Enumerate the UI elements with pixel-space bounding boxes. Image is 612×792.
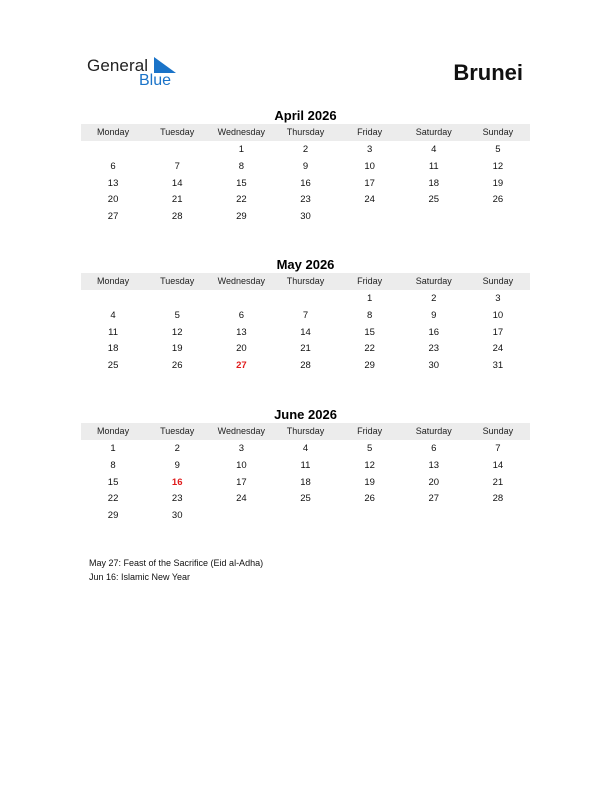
day-cell: 30	[428, 360, 440, 372]
day-cell: 1	[366, 293, 373, 304]
day-cell	[209, 291, 273, 308]
day-cell	[273, 508, 337, 525]
weekday-header: Monday	[97, 276, 130, 286]
country-title: Brunei	[453, 60, 523, 85]
day-cell: 8	[110, 459, 116, 471]
day-cell: 21	[171, 194, 183, 206]
day-cell: 20	[428, 476, 440, 488]
weekday-header: Tuesday	[160, 127, 195, 137]
month-block	[81, 107, 530, 226]
day-cell: 8	[238, 160, 244, 172]
day-cell: 28	[300, 360, 311, 372]
day-cell: 28	[171, 211, 183, 223]
day-cell	[402, 508, 466, 525]
day-cell: 5	[366, 443, 373, 454]
day-cell: 30	[171, 510, 183, 522]
week-row	[81, 341, 530, 358]
day-cell: 28	[492, 493, 504, 505]
day-cell: 9	[174, 459, 180, 471]
weekday-header-row	[81, 124, 530, 141]
day-cell: 15	[236, 177, 247, 189]
day-cell: 22	[236, 194, 247, 206]
day-cell: 12	[492, 160, 504, 172]
day-cell	[402, 209, 466, 226]
day-cell: 12	[171, 326, 183, 338]
weekday-header: Wednesday	[217, 276, 266, 286]
day-cell: 24	[364, 194, 375, 206]
week-row	[81, 176, 530, 193]
day-cell: 25	[300, 493, 311, 505]
month-block	[81, 256, 530, 375]
day-cell: 18	[107, 343, 119, 355]
day-cell: 6	[431, 443, 437, 454]
day-cell: 4	[302, 443, 309, 454]
weekday-header: Monday	[97, 426, 130, 436]
day-cell: 9	[431, 309, 437, 321]
day-cell: 10	[236, 459, 247, 471]
day-cell: 24	[492, 343, 504, 355]
day-cell	[466, 508, 530, 525]
day-cell: 23	[171, 493, 183, 505]
weekday-header: Tuesday	[160, 276, 195, 286]
day-cell: 20	[236, 343, 247, 355]
month-block	[81, 406, 530, 525]
day-cell: 4	[431, 144, 437, 155]
day-cell: 19	[171, 343, 183, 355]
day-cell	[145, 291, 209, 308]
holiday-note: Jun 16: Islamic New Year	[89, 572, 191, 582]
day-cell	[338, 209, 402, 226]
week-row	[81, 291, 530, 308]
day-cell: 27	[428, 493, 440, 505]
day-cell: 7	[174, 160, 180, 172]
day-cell: 21	[492, 476, 504, 488]
day-cell: 20	[107, 194, 119, 206]
week-row	[81, 325, 530, 342]
day-cell: 4	[110, 309, 116, 321]
week-row	[81, 441, 530, 458]
weekday-header-row	[81, 423, 530, 440]
day-cell: 13	[428, 459, 440, 471]
day-cell: 14	[171, 177, 183, 189]
day-cell: 23	[300, 194, 311, 206]
holiday-day-cell: 27	[236, 360, 247, 372]
day-cell: 27	[107, 211, 119, 223]
day-cell	[145, 142, 209, 159]
week-row	[81, 508, 530, 525]
week-row	[81, 475, 530, 492]
day-cell: 26	[171, 360, 183, 372]
day-cell: 1	[110, 443, 116, 454]
logo-word-general: General	[87, 56, 149, 75]
day-cell: 9	[302, 160, 309, 172]
day-cell: 2	[174, 443, 180, 454]
month-title: June 2026	[274, 407, 337, 422]
weekday-header-row	[81, 273, 530, 290]
day-cell: 25	[107, 360, 119, 372]
day-cell: 11	[428, 160, 439, 172]
weekday-header: Wednesday	[217, 127, 266, 137]
day-cell: 17	[492, 326, 504, 338]
logo-word-blue: Blue	[139, 72, 172, 89]
weekday-header: Saturday	[415, 426, 452, 436]
day-cell: 1	[238, 144, 244, 155]
day-cell: 8	[366, 309, 373, 321]
day-cell: 29	[236, 211, 247, 223]
week-row	[81, 458, 530, 475]
week-row	[81, 159, 530, 176]
week-row	[81, 491, 530, 508]
day-cell: 30	[300, 211, 311, 223]
day-cell	[466, 209, 530, 226]
week-row	[81, 142, 530, 159]
weekday-header: Friday	[357, 127, 383, 137]
day-cell: 31	[492, 360, 504, 372]
day-cell: 23	[428, 343, 440, 355]
weekday-header: Monday	[97, 127, 130, 137]
day-cell: 22	[364, 343, 375, 355]
day-cell	[81, 291, 145, 308]
logo-triangle-icon	[154, 57, 176, 73]
day-cell: 10	[492, 309, 504, 321]
holiday-note: May 27: Feast of the Sacrifice (Eid al-Adha)	[89, 558, 264, 568]
day-cell: 26	[364, 493, 375, 505]
week-row	[81, 192, 530, 209]
weekday-header: Wednesday	[217, 426, 266, 436]
weekday-header: Friday	[357, 426, 383, 436]
day-cell: 3	[495, 293, 501, 304]
day-cell: 17	[364, 177, 375, 189]
weekday-header: Sunday	[482, 276, 514, 286]
week-row	[81, 209, 530, 226]
weekday-header: Saturday	[415, 127, 452, 137]
day-cell: 13	[107, 177, 119, 189]
day-cell: 2	[302, 144, 309, 155]
day-cell: 2	[431, 293, 437, 304]
logo	[87, 56, 187, 92]
day-cell: 12	[364, 459, 375, 471]
day-cell: 14	[492, 459, 504, 471]
day-cell: 11	[300, 459, 311, 471]
day-cell: 16	[300, 177, 311, 189]
day-cell	[209, 508, 273, 525]
day-cell: 14	[300, 326, 311, 338]
day-cell: 13	[236, 326, 247, 338]
day-cell: 18	[428, 177, 440, 189]
holiday-day-cell: 16	[171, 476, 183, 488]
day-cell: 19	[364, 476, 375, 488]
day-cell: 10	[364, 160, 375, 172]
day-cell: 19	[492, 177, 504, 189]
day-cell: 16	[428, 326, 440, 338]
day-cell: 3	[366, 144, 373, 155]
weekday-header: Sunday	[482, 127, 514, 137]
day-cell: 22	[107, 493, 119, 505]
weekday-header: Tuesday	[160, 426, 195, 436]
day-cell	[338, 508, 402, 525]
day-cell: 29	[364, 360, 375, 372]
weekday-header: Thursday	[286, 127, 325, 137]
day-cell: 25	[428, 194, 440, 206]
day-cell: 7	[302, 309, 309, 321]
day-cell: 29	[107, 510, 119, 522]
day-cell	[81, 142, 145, 159]
day-cell	[273, 291, 337, 308]
week-row	[81, 308, 530, 325]
day-cell: 6	[110, 160, 116, 172]
month-title: April 2026	[274, 108, 337, 123]
day-cell: 15	[107, 476, 119, 488]
weekday-header: Saturday	[415, 276, 452, 286]
month-title: May 2026	[276, 257, 335, 272]
weekday-header: Thursday	[286, 426, 325, 436]
holiday-notes	[89, 556, 263, 584]
weekday-header: Thursday	[286, 276, 325, 286]
day-cell: 18	[300, 476, 311, 488]
day-cell: 24	[236, 493, 247, 505]
day-cell: 11	[108, 326, 118, 338]
day-cell: 21	[300, 343, 311, 355]
weekday-header: Sunday	[482, 426, 514, 436]
day-cell: 6	[238, 309, 244, 321]
day-cell: 5	[495, 144, 501, 155]
day-cell: 5	[174, 309, 180, 321]
day-cell: 17	[236, 476, 247, 488]
day-cell: 3	[238, 443, 244, 454]
day-cell: 7	[495, 443, 501, 454]
week-row	[81, 358, 530, 375]
day-cell: 26	[492, 194, 504, 206]
weekday-header: Friday	[357, 276, 383, 286]
day-cell: 15	[364, 326, 375, 338]
